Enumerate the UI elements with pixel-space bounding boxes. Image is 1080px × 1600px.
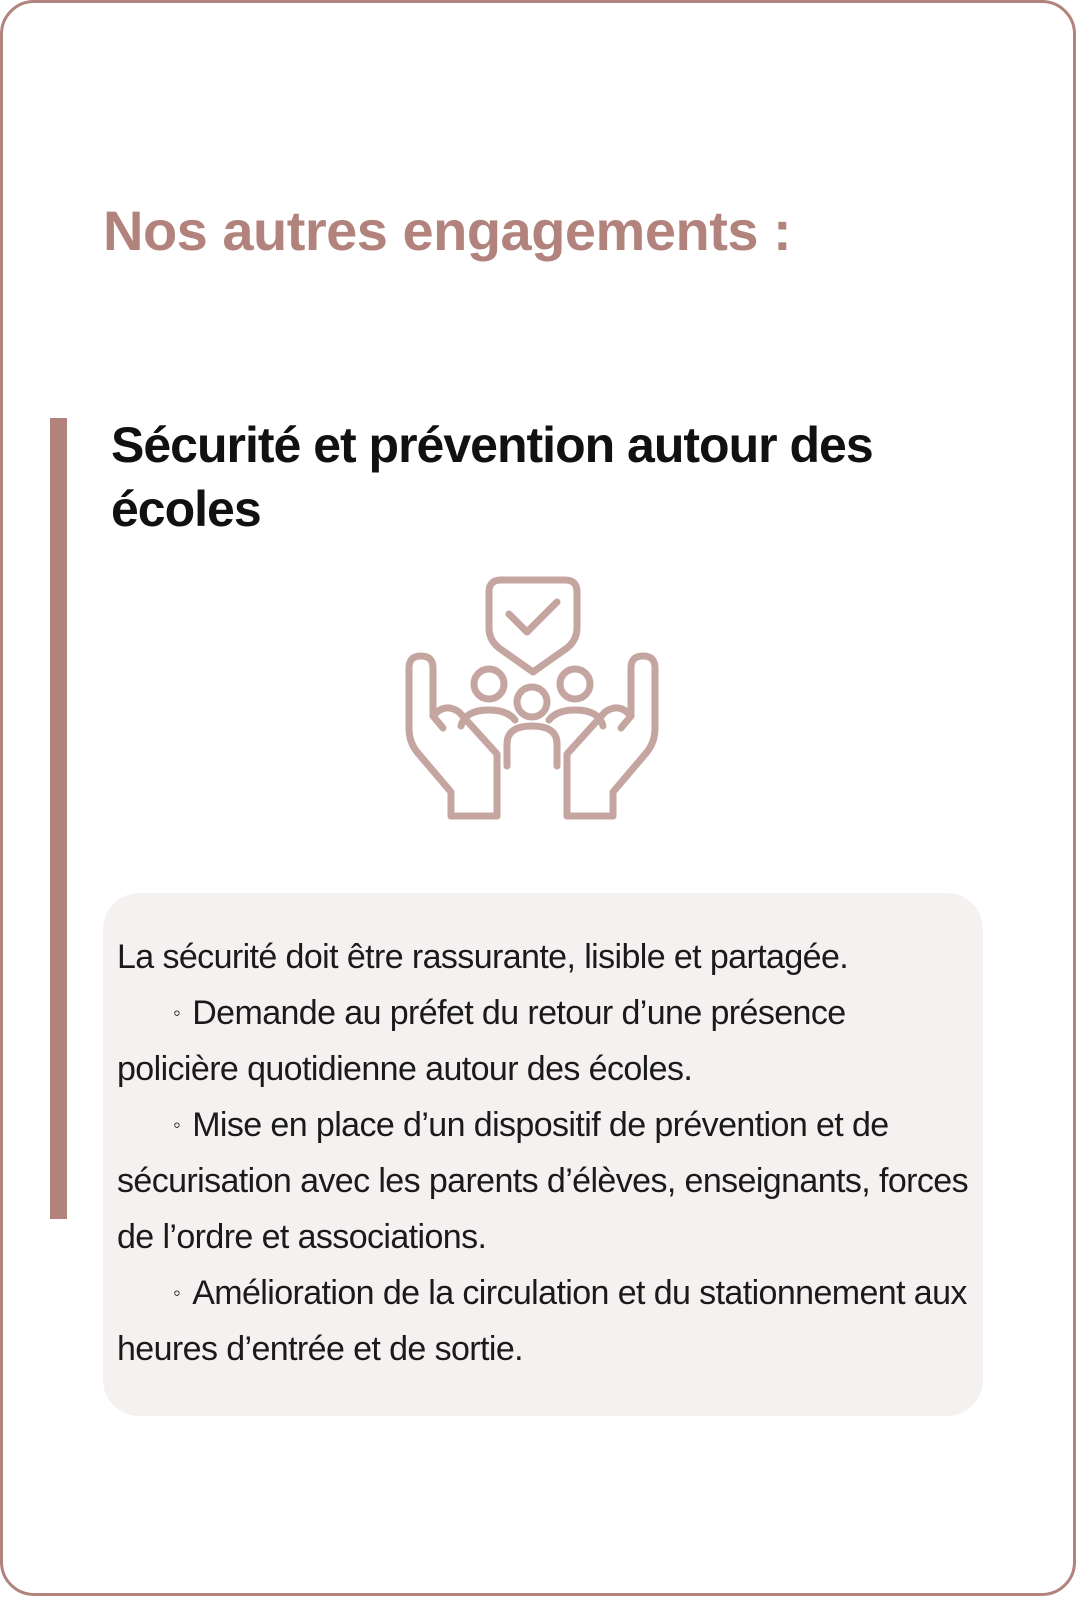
text-box [103,893,983,1416]
list-item [117,1097,969,1265]
list-item-text: Demande au préfet du retour d’une présence policière quotidienne autour des écoles. [117,994,846,1088]
accent-bar [50,418,67,1219]
page-title: Nos autres engagements : [103,199,792,262]
bullet-icon: ◦ [173,1000,181,1025]
bullet-icon: ◦ [173,1280,181,1305]
list-item [117,1265,969,1377]
intro-text: La sécurité doit être rassurante, lisible et partagée. [117,938,849,976]
list-item [117,985,969,1097]
list-item-text: Mise en place d’un dispositif de prévention et de sécurisation avec les parents d’élèves, enseignants, forces de l’ordre et associations. [117,1106,968,1256]
bullet-icon: ◦ [173,1112,181,1137]
section-title: Sécurité et prévention autour des écoles [111,417,873,537]
list-item-text: Amélioration de la circulation et du stationnement aux heures d’entrée et de sortie. [117,1274,967,1368]
shield-hands-family-icon [405,576,673,834]
